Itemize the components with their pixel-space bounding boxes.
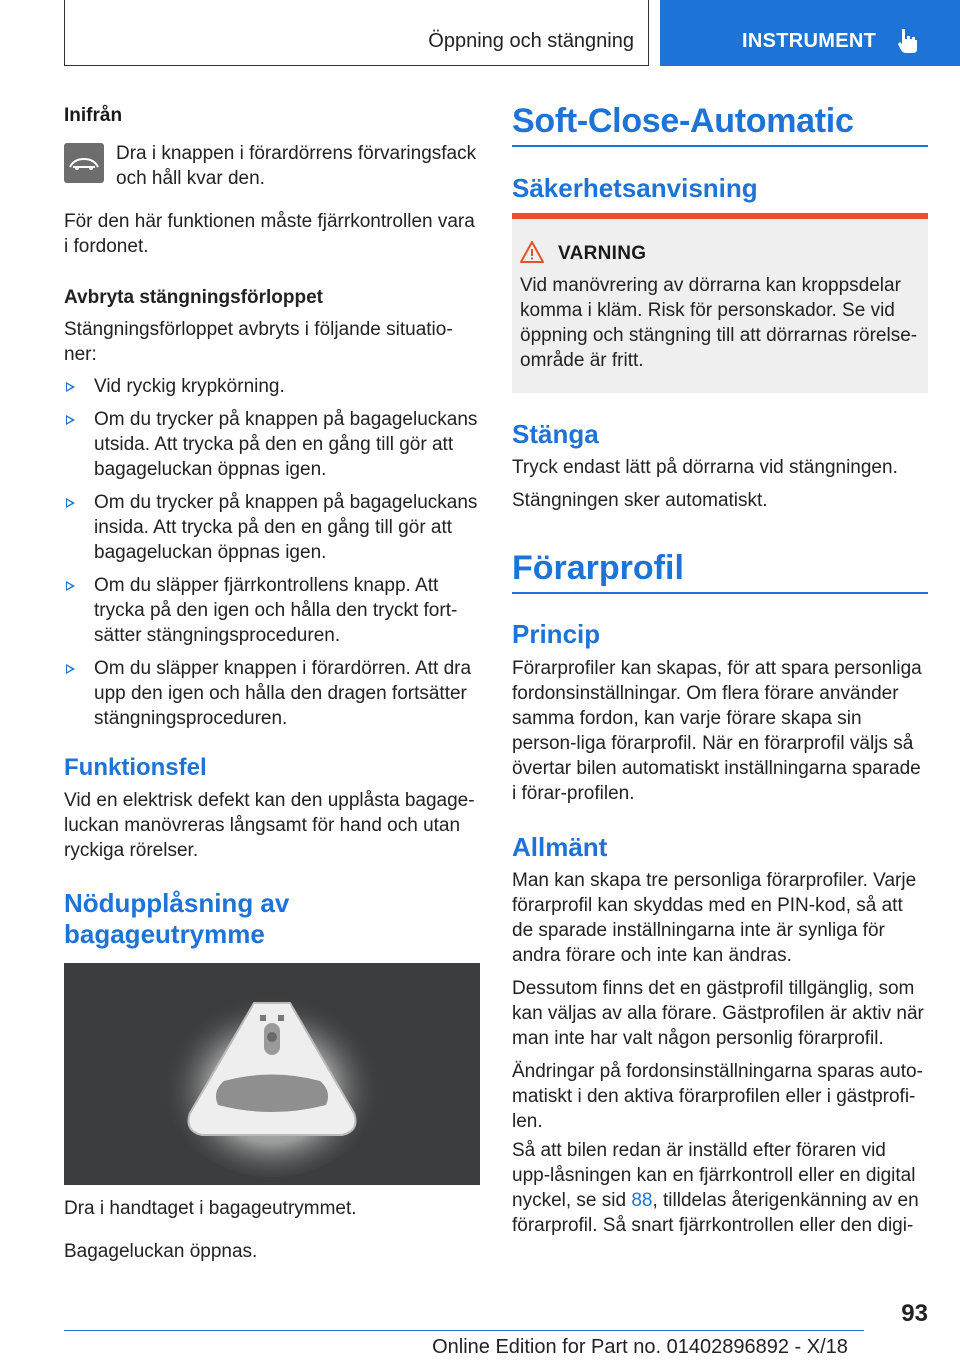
paragraph-general-2: Dessutom finns det en gästprofil tillgänglig, som kan väljas av alla förare. Gästprofilen är aktiv när man inte har valt någon personlig förarprofil. <box>512 978 924 1049</box>
footer-edition: Online Edition for Part no. 01402896892 - X/18 <box>432 1336 848 1358</box>
footer-rule <box>64 1330 864 1331</box>
pointing-hand-icon <box>896 27 920 55</box>
page-number: 93 <box>901 1300 928 1327</box>
bullet-triangle-icon <box>66 581 75 591</box>
bullet-triangle-icon <box>66 664 75 674</box>
key-instruction: Dra i knappen i förardörrens förvaringsfack och håll kvar den. <box>116 143 477 189</box>
paragraph-abort-intro: Stängningsförloppet avbryts i följande situatio-ner: <box>64 319 453 365</box>
heading-malfunction: Funktionsfel <box>64 754 207 781</box>
heading-principle: Princip <box>512 619 601 649</box>
paragraph-general-4: Så att bilen redan är inställd efter föraren vid upp-låsningen kan en fjärrkontroll eller en digital nyckel, se sid 88, tilldelas återigenkänning av en förarprofil. Så snart fjärrkontrollen eller den digi- <box>512 1140 919 1236</box>
list-item: Om du släpper fjärrkontrollens knapp. Att trycka på den igen och hålla den tryckt fort-sätter stängningsproceduren. <box>64 573 480 648</box>
title-rule <box>512 592 928 594</box>
title-driver-profile: Förarprofil <box>512 549 684 587</box>
title-rule <box>512 145 928 147</box>
trunk-handle-photo <box>64 963 480 1185</box>
paragraph-general-1: Man kan skapa tre personliga förarprofiler. Varje förarprofil kan skyddas med en PIN-kod, så att de sparade inställningarna inte är synliga för andra förare och inte kan ändras. <box>512 870 917 966</box>
paragraph-general-3: Ändringar på fordonsinställningarna sparas auto-matiskt i den aktiva förarprofilen eller i gästprofi-len. <box>512 1061 923 1132</box>
header-chapter-tab[interactable] <box>660 0 960 66</box>
warning-text: Vid manövrering av dörrarna kan kroppsdelar komma i kläm. Risk för personskador. Se vid öppning och stängning till att dörrarnas rörelse-område är fritt. <box>520 275 918 371</box>
heading-general: Allmänt <box>512 832 608 862</box>
heading-safety: Säkerhetsanvisning <box>512 173 758 203</box>
heading-emergency-unlock: Nödupplåsning av bagageutrymme <box>64 888 290 949</box>
warning-title: VARNING <box>558 243 647 264</box>
car-key-icon <box>64 143 104 183</box>
list-item: Om du trycker på knappen på bagageluckans insida. Att trycka på den en gång till gör att bagageluckan öppnas igen. <box>64 490 480 565</box>
photo-caption: Dra i handtaget i bagageutrymmet. <box>64 1198 357 1219</box>
paragraph-close-1: Tryck endast lätt på dörrarna vid stängningen. <box>512 457 898 478</box>
paragraph-remote-required: För den här funktionen måste fjärrkontrollen vara i fordonet. <box>64 211 475 257</box>
bullet-triangle-icon <box>66 415 75 425</box>
warning-triangle-icon <box>520 241 544 263</box>
list-item: Vid ryckig krypkörning. <box>64 374 480 399</box>
bullet-triangle-icon <box>66 498 75 508</box>
heading-close: Stänga <box>512 419 599 449</box>
bullet-triangle-icon <box>66 382 75 392</box>
paragraph-malfunction: Vid en elektrisk defekt kan den upplåsta bagage-luckan manövreras långsamt för hand och utan ryckiga rörelser. <box>64 790 475 861</box>
warning-box <box>512 213 928 393</box>
paragraph-close-2: Stängningen sker automatiskt. <box>512 490 768 511</box>
paragraph-trunk-opens: Bagageluckan öppnas. <box>64 1241 258 1262</box>
subheading-inifran: Inifrån <box>64 105 123 126</box>
paragraph-principle: Förarprofiler kan skapas, för att spara personliga fordonsinställningar. Om flera förare använder samma fordon, kan varje förare skapa sin person-liga förarprofil. När en förarprofil väljs så övertar bilen automatiskt inställningarna sparade i förar-profilen. <box>512 658 922 804</box>
header-chapter-label: INSTRUMENT <box>742 30 877 52</box>
list-item: Om du släpper knappen i förardörren. Att dra upp den igen och hålla den dragen fortsätter stängningsproceduren. <box>64 656 480 731</box>
abort-situations-list <box>64 374 480 739</box>
header-section-title: Öppning och stängning <box>428 30 634 52</box>
list-item: Om du trycker på knappen på bagageluckans utsida. Att trycka på den en gång till gör att bagageluckan öppnas igen. <box>64 407 480 482</box>
emergency-handle-illustration <box>64 963 480 1185</box>
title-soft-close: Soft-Close-Automatic <box>512 102 854 140</box>
page-reference-link[interactable]: 88 <box>631 1190 653 1211</box>
header-section-box <box>64 0 649 66</box>
heading-abort-closing: Avbryta stängningsförloppet <box>64 287 323 308</box>
